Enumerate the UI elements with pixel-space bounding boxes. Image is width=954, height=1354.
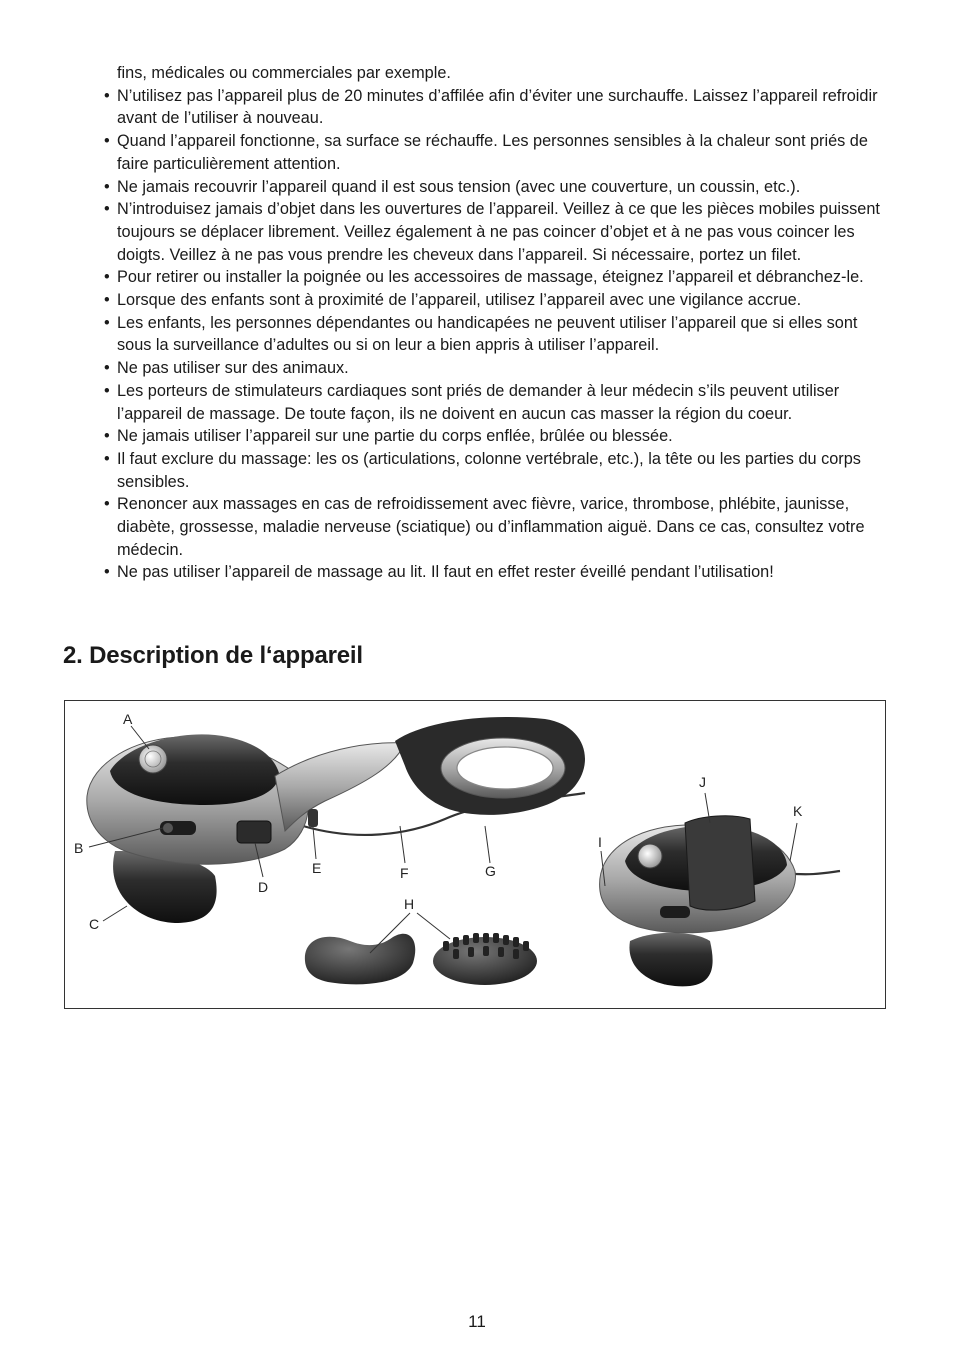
safety-bullet-list [117,85,892,584]
label-c: C [89,916,100,932]
bullet-item: • Ne pas utiliser l’appareil de massage au lit. Il faut en effet rester éveillé pendant l’utilisation! [117,561,892,584]
bullet-item: • Lorsque des enfants sont à proximité de l’appareil, utilisez l’appareil avec une vigilance accrue. [117,289,892,312]
label-d: D [258,879,269,895]
bullet-item: • N’introduisez jamais d’objet dans les ouvertures de l’appareil. Veillez à ce que les pièces mobiles puissent toujours se déplacer librement. Veillez également à ne pas coincer d’objet et à ne pas vous coincer les doigts. Veillez à ne pas vous prendre les cheveux dans l’appareil. Si nécessaire, portez un filet. [117,198,892,266]
bullet-item: • Pour retirer ou installer la poignée ou les accessoires de massage, éteignez l’appareil et débranchez-le. [117,266,892,289]
bullet-item: • Renoncer aux massages en cas de refroidissement avec fièvre, varice, thrombose, phlébite, jaunisse, diabète, grossesse, maladie nerveuse (sciatique) ou d’inflammation aiguë. Dans ce cas, consultez votre médecin. [117,493,892,561]
label-j: J [699,774,706,790]
device-figure [64,700,886,1009]
section-heading: 2. Description de l‘appareil [63,642,363,669]
massager-main [87,717,585,923]
label-e: E [312,860,322,876]
bullet-item: • Ne pas utiliser sur des animaux. [117,357,892,380]
massager-with-strap [600,816,840,987]
bullet-item: • Les porteurs de stimulateurs cardiaques sont priés de demander à leur médecin s’ils peuvent utiliser l’appareil de massage. De toute façon, ils ne doivent en aucun cas masser la région du coeur. [117,380,892,425]
bullet-item: • N’utilisez pas l’appareil plus de 20 minutes d’affilée afin d’éviter une surchauffe. Laissez l’appareil refroidir avant de l’utiliser à nouveau. [117,85,892,130]
label-k: K [793,803,803,819]
label-f: F [400,865,409,881]
bullet-item: • Ne jamais recouvrir l’appareil quand il est sous tension (avec une couverture, un coussin, etc.). [117,176,892,199]
bullet-item: • Quand l’appareil fonctionne, sa surface se réchauffe. Les personnes sensibles à la chaleur sont priés de faire particulièrement attention. [117,130,892,175]
page-number: 11 [468,1312,486,1331]
continuation-text: fins, médicales ou commerciales par exemple. [117,64,451,82]
bullet-item: • Les enfants, les personnes dépendantes ou handicapées ne peuvent utiliser l’appareil que si elles sont sous la surveillance d’adultes ou si on leur a bien appris à utiliser l’appareil. [117,312,892,357]
massage-attachments [305,933,537,985]
label-h: H [404,896,415,912]
label-a: A [123,711,133,727]
label-i: I [598,834,602,850]
label-b: B [74,840,84,856]
label-g: G [485,863,496,879]
bullet-item: • Il faut exclure du massage: les os (articulations, colonne vertébrale, etc.), la tête ou les parties du corps sensibles. [117,448,892,493]
bullet-item: • Ne jamais utiliser l’appareil sur une partie du corps enflée, brûlée ou blessée. [117,425,892,448]
device-illustration [65,701,887,1010]
